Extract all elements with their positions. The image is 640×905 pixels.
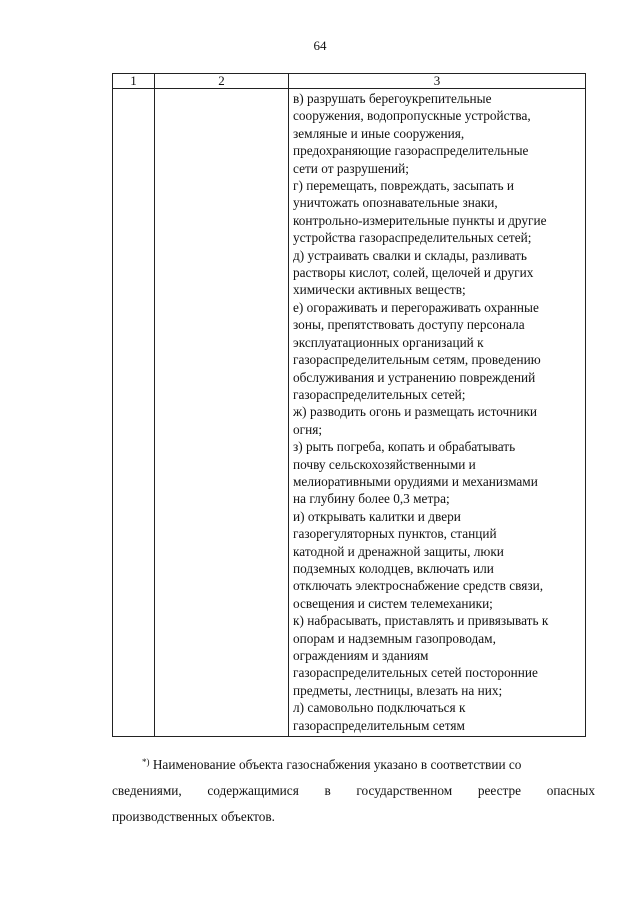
text-line: огня; xyxy=(293,421,323,437)
text-line: в) разрушать берегоукрепительные xyxy=(293,91,492,106)
text-line: л) самовольно подключаться к xyxy=(293,700,466,716)
text-line: предметы, лестницы, влезать на них; xyxy=(293,682,503,698)
table-cell-col3 xyxy=(289,89,586,737)
text-line: к) набрасывать, приставлять и привязывать к xyxy=(293,613,549,629)
text-line: г) перемещать, повреждать, засыпать и xyxy=(293,178,515,194)
text-line: газораспределительным сетям, проведению xyxy=(293,352,541,368)
text-line: уничтожать опознавательные знаки, xyxy=(293,195,498,211)
text-line: почву сельскохозяйственными и xyxy=(293,456,476,472)
text-line: предохраняющие газораспределительные xyxy=(293,143,529,159)
text-line: мелиоративными орудиями и механизмами xyxy=(293,473,538,489)
text-line: зоны, препятствовать доступу персонала xyxy=(293,317,525,333)
table-row xyxy=(113,89,586,737)
text-line: опорам и надземным газопроводам, xyxy=(293,630,496,646)
text-line: эксплуатационных организаций к xyxy=(293,334,484,350)
footnote-line-2 xyxy=(112,778,595,804)
footnote-line-1 xyxy=(112,752,595,778)
footnote-word: сведениями, xyxy=(112,783,182,798)
table-header-row xyxy=(113,74,586,89)
text-line: на глубину более 0,3 метра; xyxy=(293,491,450,507)
text-line: освещения и систем телемеханики; xyxy=(293,595,493,611)
text-line: сети от разрушений; xyxy=(293,160,409,176)
footnote-word: в xyxy=(324,783,331,798)
footnote-marker: *) xyxy=(142,757,150,767)
column-header-3: 3 xyxy=(289,74,586,89)
text-line: з) рыть погреба, копать и обрабатывать xyxy=(293,439,516,455)
text-line: обслуживания и устранению повреждений xyxy=(293,369,536,385)
text-line: ограждениям и зданиям xyxy=(293,648,429,663)
footnote-word: государственном xyxy=(356,783,453,798)
footnote-word: содержащимися xyxy=(207,783,299,798)
text-line: газораспределительных сетей посторонние xyxy=(293,665,538,681)
text-line: устройства газораспределительных сетей; xyxy=(293,230,532,246)
text-line: подземных колодцев, включать или xyxy=(293,560,494,576)
text-line: и) открывать калитки и двери xyxy=(293,508,461,524)
text-line: д) устраивать свалки и склады, разливать xyxy=(293,247,527,263)
text-line: катодной и дренажной защиты, люки xyxy=(293,543,504,559)
footnote-line-3: производственных объектов. xyxy=(112,809,275,824)
text-line: контрольно-измерительные пункты и другие xyxy=(293,212,547,228)
text-line: химически активных веществ; xyxy=(293,282,466,298)
footnote-word: опасных xyxy=(546,783,595,798)
text-line: отключать электроснабжение средств связи, xyxy=(293,578,544,594)
footnote-word: реестре xyxy=(477,783,522,798)
text-line: газорегуляторных пунктов, станций xyxy=(293,526,497,542)
table-cell-col2 xyxy=(155,89,289,737)
text-line: е) огораживать и перегораживать охранные xyxy=(293,299,539,315)
footnote xyxy=(112,752,595,830)
column-header-1: 1 xyxy=(113,74,155,89)
text-line: газораспределительным сетям xyxy=(293,717,465,733)
text-line: газораспределительных сетей; xyxy=(293,386,466,402)
text-line: растворы кислот, солей, щелочей и других xyxy=(293,265,534,281)
table-cell-col1 xyxy=(113,89,155,737)
column-header-2: 2 xyxy=(155,74,289,89)
document-table xyxy=(112,73,586,737)
footnote-text-1: Наименование объекта газоснабжения указано в соответствии со xyxy=(152,757,522,772)
text-line: сооружения, водопропускные устройства, xyxy=(293,108,531,124)
page-number: 64 xyxy=(313,38,327,53)
text-line: ж) разводить огонь и размещать источники xyxy=(293,404,538,420)
text-line: земляные и иные сооружения, xyxy=(293,125,465,141)
